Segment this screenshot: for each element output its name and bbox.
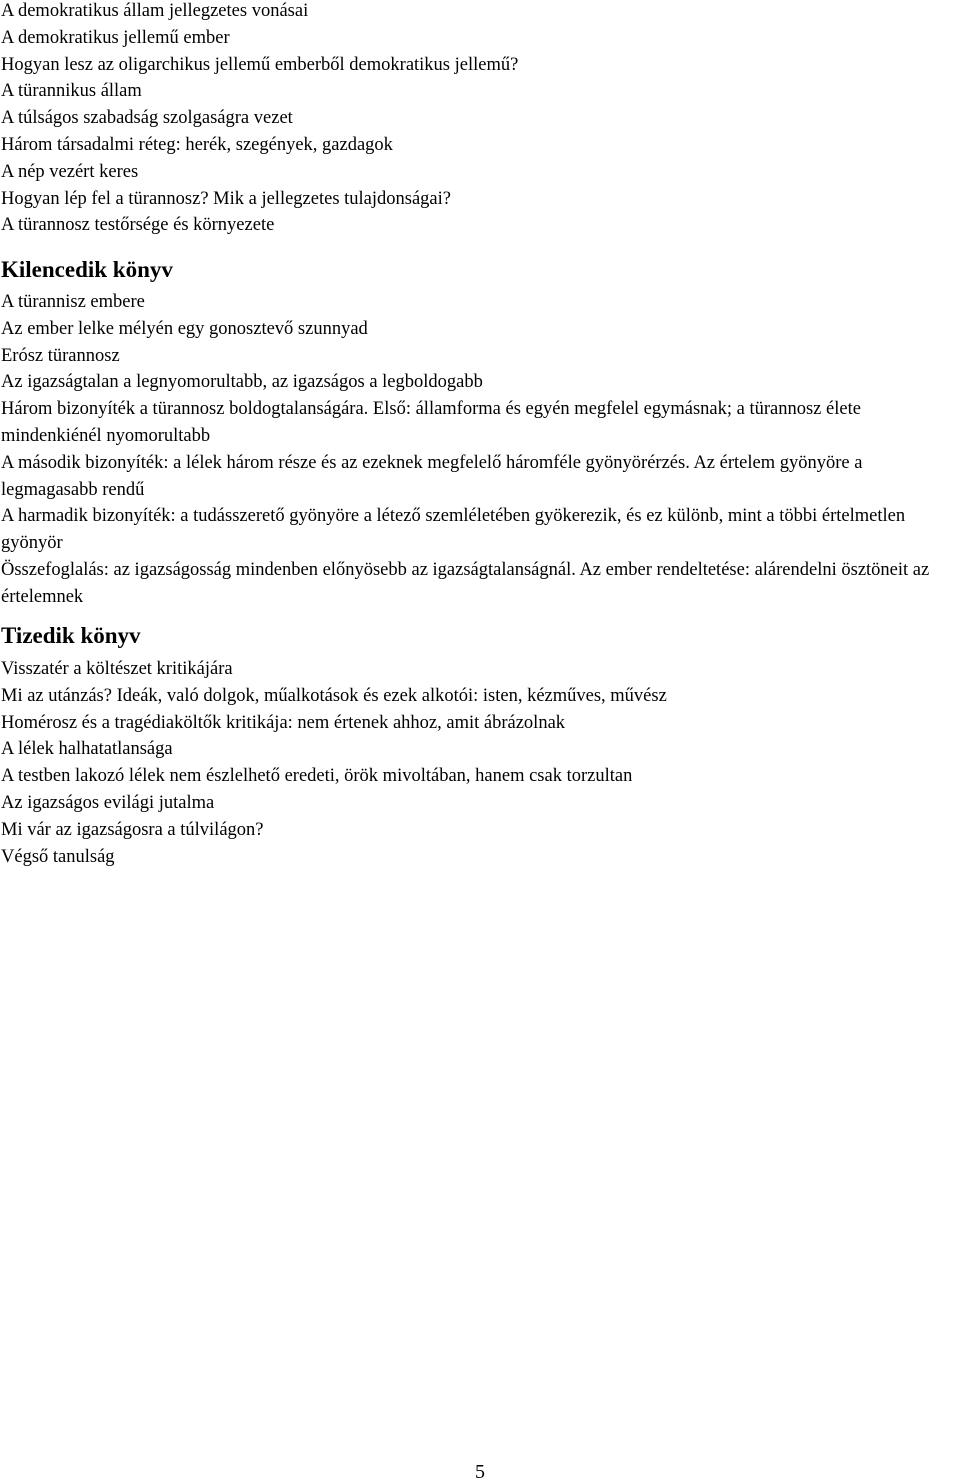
list-item: A testben lakozó lélek nem észlelhető eredeti, örök mivoltában, hanem csak torzultan (1, 766, 633, 787)
book-10-list (1, 656, 959, 870)
list-item: A nép vezért keres (1, 161, 139, 182)
list-item: Erósz türannosz (1, 345, 120, 366)
list-item: Összefoglalás: az igazságosság mindenben előnyösebb az igazságtalanságnál. Az ember rendeltetése: alárendelni ösztöneit az értelemnek (1, 559, 930, 607)
list-item: A második bizonyíték: a lélek három része és az ezeknek megfelelő háromféle gyönyörérzés. Az értelem gyönyöre a legmagasabb rendű (1, 452, 863, 500)
book-9-list (1, 289, 959, 611)
list-item: A lélek halhatatlansága (1, 739, 173, 760)
list-item: Visszatér a költészet kritikájára (1, 659, 233, 679)
list-item: Három társadalmi réteg: herék, szegények, gazdagok (1, 134, 393, 155)
list-item: A harmadik bizonyíték: a tudásszerető gyönyöre a létező szemléletében gyökerezik, és ez különb, mint a többi értelmetlen gyönyör (1, 506, 906, 554)
section-8-list (1, 0, 959, 239)
list-item: Az igazságos evilági jutalma (1, 792, 215, 813)
list-item: Hogyan lép fel a türannosz? Mik a jellegzetes tulajdonságai? (1, 188, 451, 209)
list-item: A demokratikus jellemű ember (1, 27, 230, 48)
list-item: A túlságos szabadság szolgaságra vezet (1, 108, 293, 129)
list-item: Az ember lelke mélyén egy gonosztevő szunnyad (1, 318, 368, 339)
list-item: Végső tanulság (1, 846, 115, 867)
list-item: A türannikus állam (1, 81, 142, 102)
list-item: A demokratikus állam jellegzetes vonásai (1, 1, 309, 21)
list-item: Hogyan lesz az oligarchikus jellemű emberből demokratikus jellemű? (1, 54, 519, 75)
list-item: A türannosz testőrsége és környezete (1, 215, 275, 236)
book-10-title: Tizedik könyv (1, 623, 141, 648)
list-item: A türannisz embere (1, 292, 145, 312)
page-number: 5 (475, 1461, 485, 1483)
list-item: Mi vár az igazságosra a túlvilágon? (1, 819, 264, 840)
book-9-title: Kilencedik könyv (1, 257, 173, 282)
list-item: Homérosz és a tragédiaköltők kritikája: nem értenek ahhoz, amit ábrázolnak (1, 712, 566, 733)
list-item: Három bizonyíték a türannosz boldogtalanságára. Első: államforma és egyén megfelel egymásnak; a türannosz élete mindenkiénél nyomorultabb (1, 399, 861, 446)
list-item: Mi az utánzás? Ideák, való dolgok, műalkotások és ezek alkotói: isten, kézműves, művész (1, 685, 667, 706)
list-item: Az igazságtalan a legnyomorultabb, az igazságos a legboldogabb (1, 372, 483, 393)
